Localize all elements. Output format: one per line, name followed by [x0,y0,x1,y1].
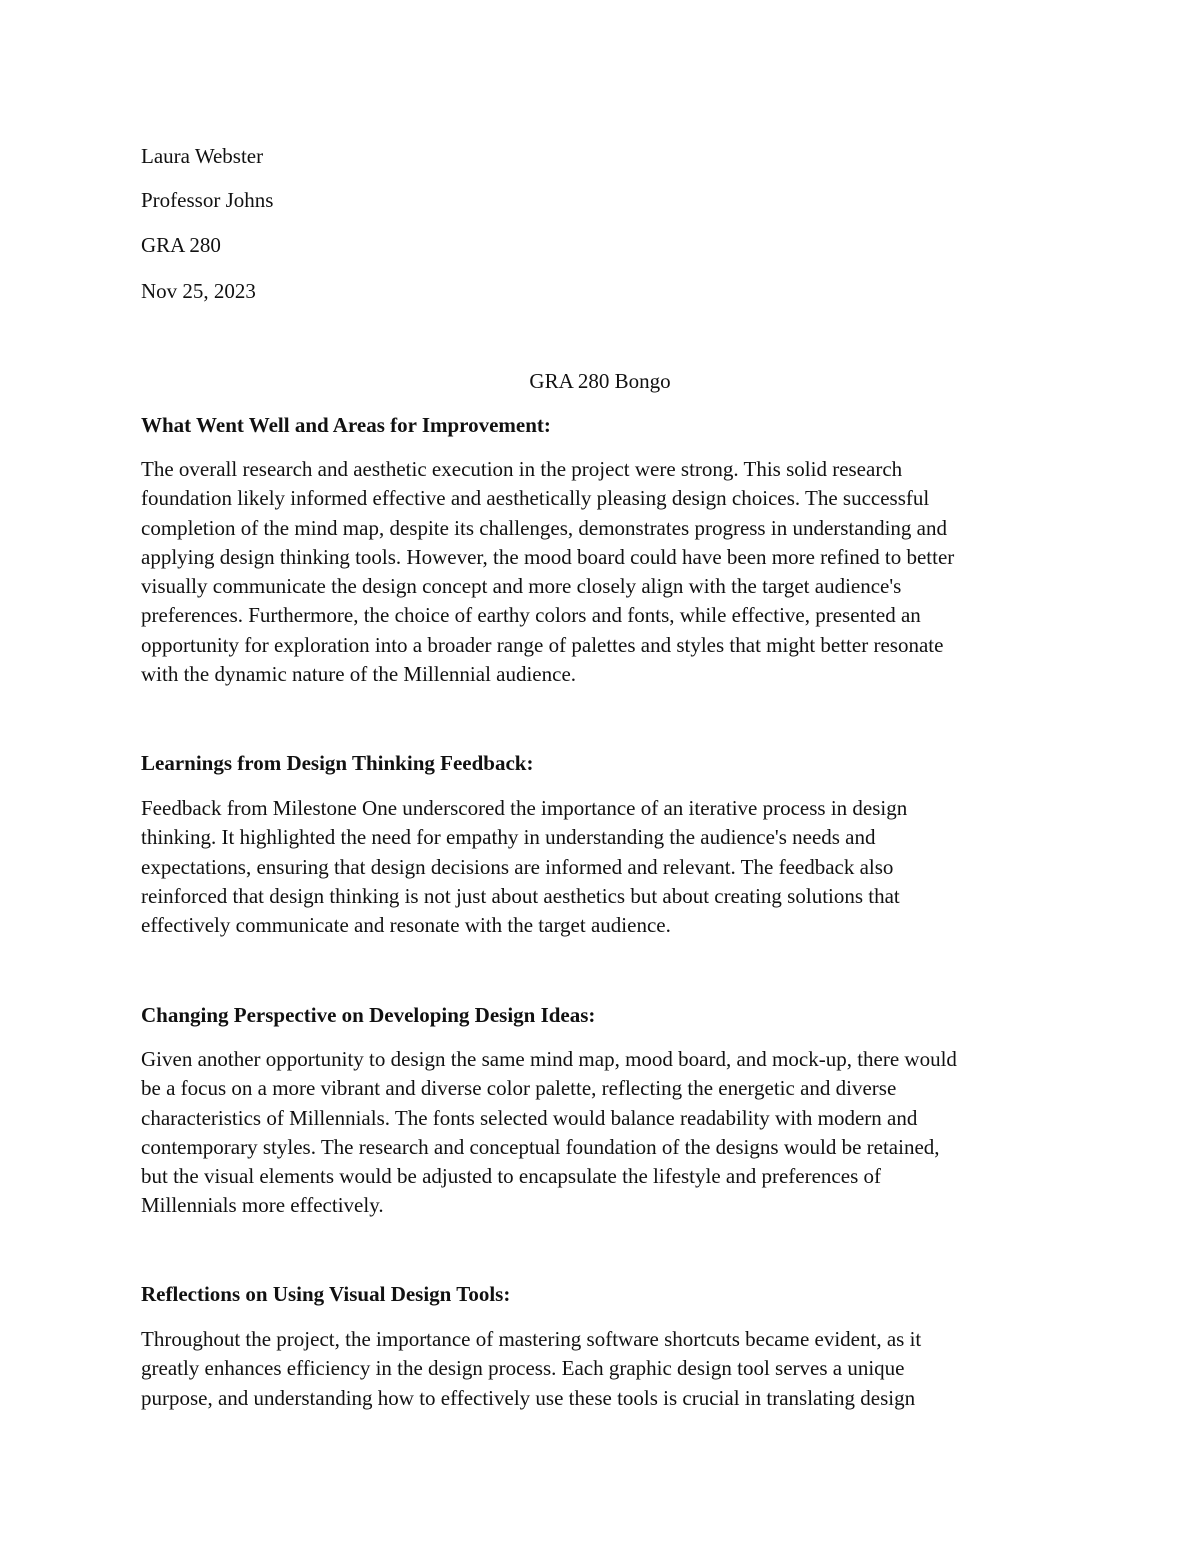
section-heading-learnings: Learnings from Design Thinking Feedback: [141,751,534,775]
paragraph-line: completion of the mind map, despite its challenges, demonstrates progress in understanding and [141,515,947,540]
paragraph-line: be a focus on a more vibrant and diverse color palette, reflecting the energetic and diverse [141,1076,897,1101]
paragraph-line: greatly enhances efficiency in the design process. Each graphic design tool serves a unique [141,1356,905,1381]
paragraph-line: contemporary styles. The research and conceptual foundation of the designs would be retained, [141,1134,940,1159]
paragraph-line: visually communicate the design concept and more closely align with the target audience's [141,574,902,599]
paragraph-line: foundation likely informed effective and aesthetically pleasing design choices. The successful [141,486,930,511]
paragraph-line: Millennials more effectively. [141,1193,384,1218]
document-title: GRA 280 Bongo [529,369,671,393]
paragraph-line: effectively communicate and resonate with the target audience. [141,913,671,938]
section-heading-what-went-well: What Went Well and Areas for Improvement: [141,413,551,437]
paragraph-line: expectations, ensuring that design decisions are informed and relevant. The feedback also [141,854,894,879]
paragraph-line: Feedback from Milestone One underscored the importance of an iterative process in design [141,796,908,820]
paragraph-line: opportunity for exploration into a broader range of palettes and styles that might better resonate [141,632,944,657]
paragraph-line: with the dynamic nature of the Millennial audience. [141,662,577,687]
paragraph-line: preferences. Furthermore, the choice of earthy colors and fonts, while effective, presented an [141,603,921,628]
section-heading-changing-perspective: Changing Perspective on Developing Design Ideas: [141,1003,596,1027]
section-paragraph-what-went-well [141,455,1066,689]
paragraph-line: purpose, and understanding how to effectively use these tools is crucial in translating design [141,1385,916,1410]
paragraph-line: thinking. It highlighted the need for empathy in understanding the audience's needs and [141,825,876,850]
section-paragraph-changing-perspective [141,1045,1066,1221]
course-code: GRA 280 [141,233,221,257]
paragraph-line: reinforced that design thinking is not just about aesthetics but about creating solutions that [141,883,900,908]
paragraph-line: characteristics of Millennials. The fonts selected would balance readability with modern and [141,1105,918,1130]
section-paragraph-learnings [141,794,1066,940]
section-paragraph-reflections [141,1325,1066,1413]
paragraph-line: Given another opportunity to design the same mind map, mood board, and mock-up, there would [141,1047,957,1071]
paragraph-line: Throughout the project, the importance of mastering software shortcuts became evident, as it [141,1327,922,1351]
author-name: Laura Webster [141,144,264,168]
paragraph-line: The overall research and aesthetic execution in the project were strong. This solid research [141,457,903,481]
document-date: Nov 25, 2023 [141,279,256,303]
paragraph-line: but the visual elements would be adjusted to encapsulate the lifestyle and preferences of [141,1164,881,1189]
professor-name: Professor Johns [141,188,274,212]
section-heading-reflections: Reflections on Using Visual Design Tools: [141,1282,511,1306]
paragraph-line: applying design thinking tools. However, the mood board could have been more refined to better [141,544,955,569]
